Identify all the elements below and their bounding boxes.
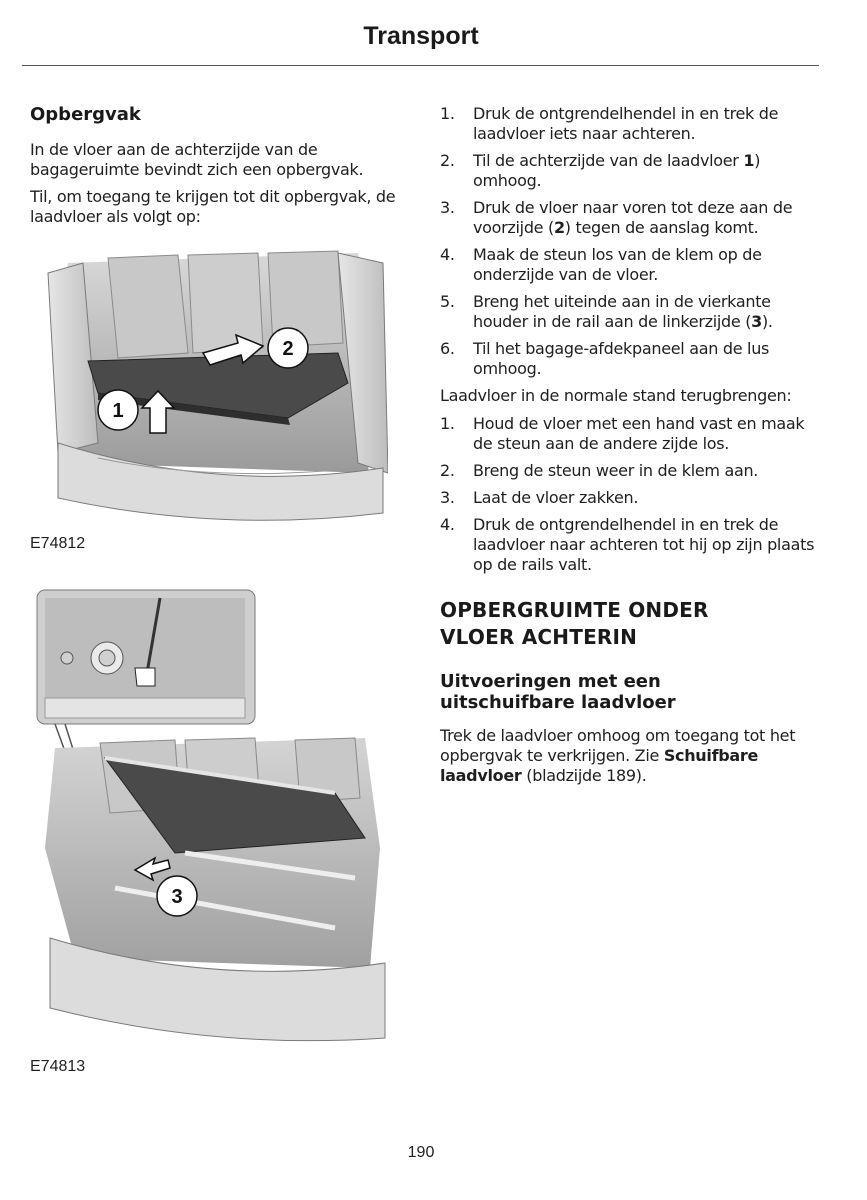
support-rail-illustration [35, 588, 387, 1050]
list-item: 6. Til het bagage-afdekpaneel aan de lus omhoog. [440, 339, 770, 378]
instruction-paragraph: Til, om toegang te krijgen tot dit opbergvak, de laadvloer als volgt op: [30, 187, 396, 226]
list-item: 5. Breng het uiteinde aan in de vierkante houder in de rail aan de linkerzijde (3). [440, 292, 773, 331]
callout-1: 1 [112, 400, 124, 422]
list-item: 2. Breng de steun weer in de klem aan. [440, 461, 759, 480]
list-item: 4. Druk de ontgrendelhendel in en trek de laadvloer naar achteren tot hij op zijn plaats op de rails valt. [440, 515, 815, 574]
section-heading-storage: OPBERGRUIMTE ONDER VLOER ACHTERIN [440, 598, 709, 649]
list-item: 2. Til de achterzijde van de laadvloer 1) omhoog. [440, 151, 761, 190]
callout-3: 3 [171, 886, 183, 908]
header-divider [22, 65, 819, 66]
callout-2: 2 [282, 338, 294, 360]
normal-position-intro: Laadvloer in de normale stand terugbrengen: [440, 386, 792, 405]
left-column [30, 104, 402, 227]
intro-paragraph: In de vloer aan de achterzijde van de bagageruimte bevindt zich een opbergvak. [30, 140, 364, 179]
access-paragraph: Trek de laadvloer omhoog om toegang tot het opbergvak te verkrijgen. Zie Schuifbare laadvloer (bladzijde 189). [440, 726, 796, 785]
figure-code-1: E74812 [30, 535, 86, 552]
list-item: 1. Houd de vloer met een hand vast en maak de steun aan de andere zijde los. [440, 414, 805, 453]
figure-support-rail [35, 588, 387, 1050]
list-item: 4. Maak de steun los van de klem op de onderzijde van de vloer. [440, 245, 762, 284]
cross-reference-link: Schuifbare laadvloer [440, 746, 759, 785]
sub-heading-sliding-floor: Uitvoeringen met een uitschuifbare laadvloer [440, 671, 676, 713]
cargo-floor-illustration [38, 243, 388, 528]
list-item: 3. Laat de vloer zakken. [440, 488, 639, 507]
right-column [440, 104, 825, 786]
section-heading-opbergvak: Opbergvak [30, 104, 141, 125]
list-item: 1. Druk de ontgrendelhendel in en trek de laadvloer iets naar achteren. [440, 104, 779, 143]
page-number: 190 [407, 1144, 435, 1161]
page-header-title: Transport [363, 22, 479, 50]
figure-cargo-floor-lift [38, 243, 388, 528]
figure-code-2: E74813 [30, 1058, 86, 1075]
lift-steps-list [440, 104, 825, 379]
return-steps-list [440, 414, 825, 575]
list-item: 3. Druk de vloer naar voren tot deze aan de voorzijde (2) tegen de aanslag komt. [440, 198, 793, 237]
